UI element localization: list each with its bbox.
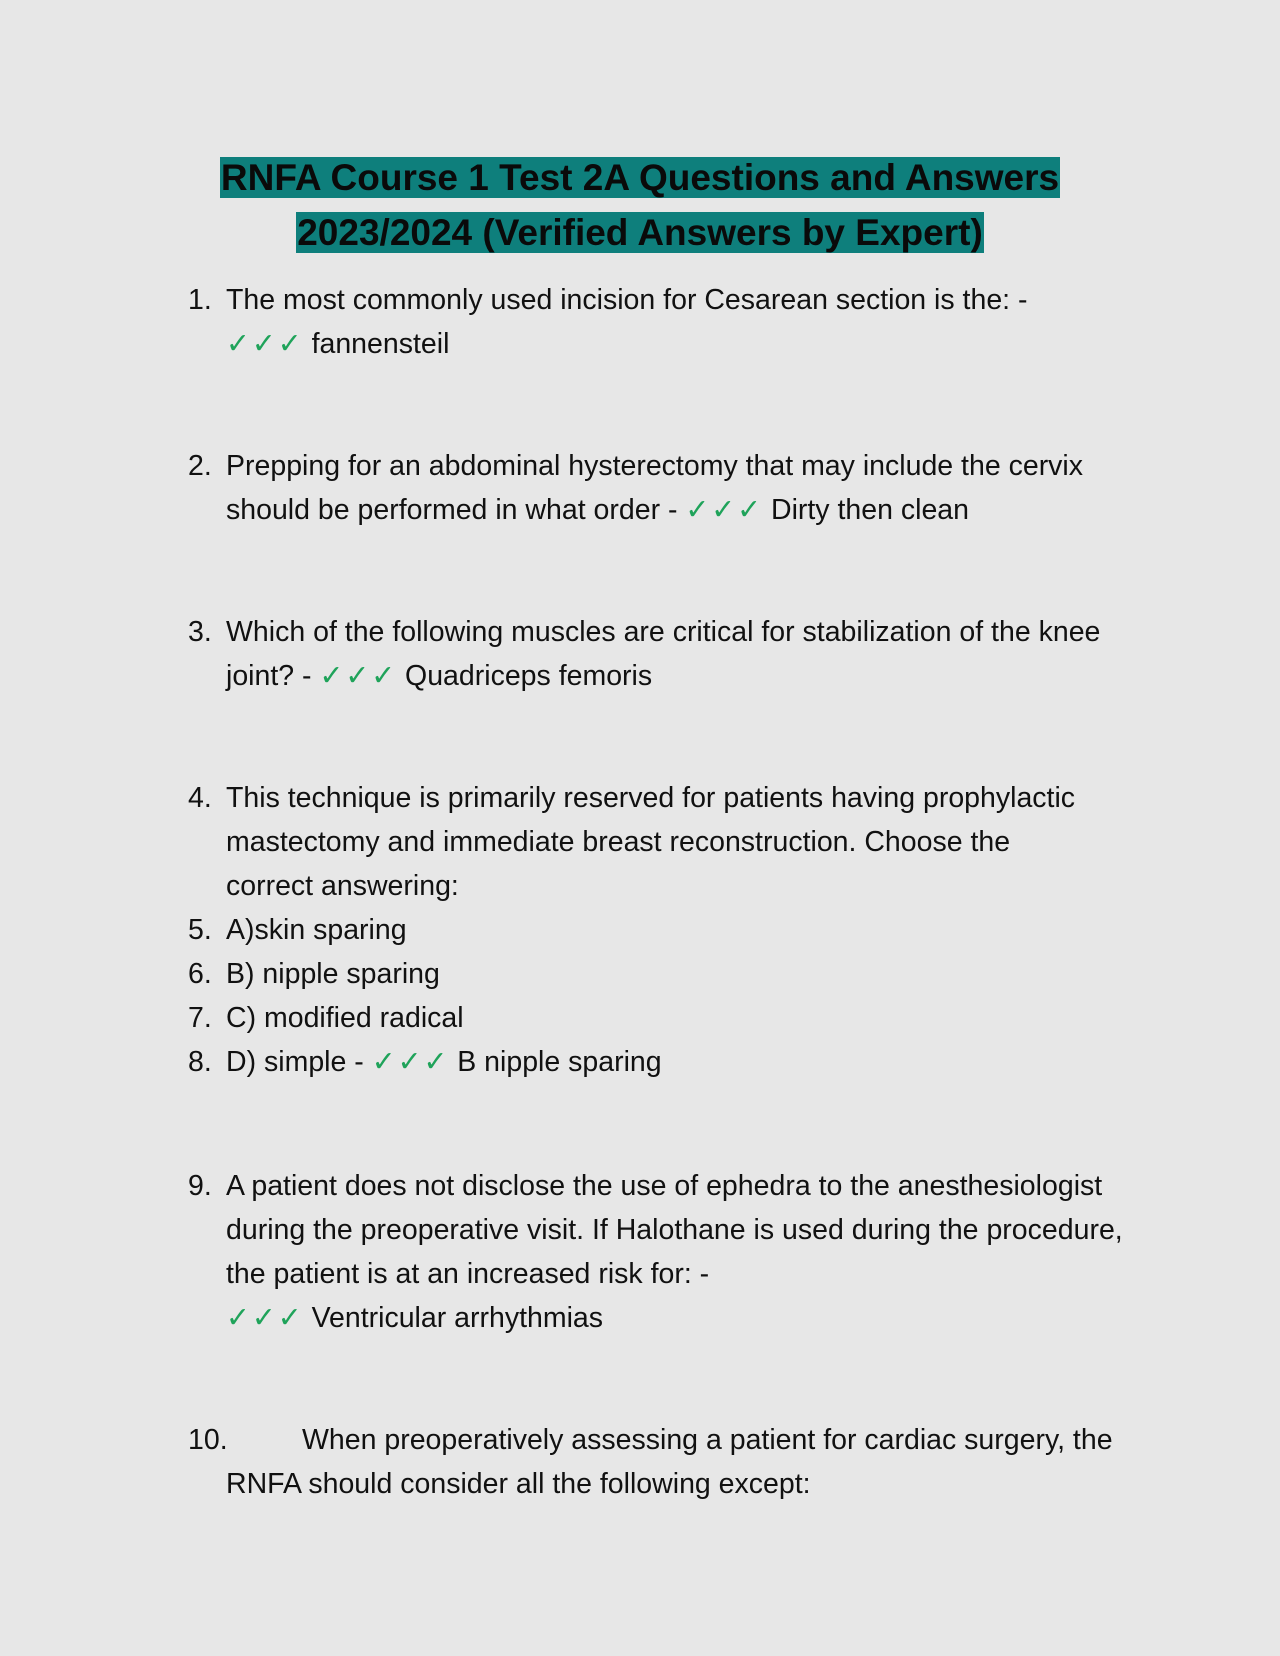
option-text: D) simple -: [226, 1046, 364, 1078]
item-number: 6.: [188, 958, 212, 990]
question-text: Which of the following muscles are critical for stabilization of the knee joint? -: [226, 616, 1101, 692]
item-number: 9.: [188, 1170, 212, 1202]
document-title: [0, 150, 1280, 260]
item-number: 7.: [188, 1002, 212, 1034]
check-icon: ✓✓✓: [371, 1046, 450, 1078]
answer-text: B nipple sparing: [457, 1046, 662, 1078]
item-number: 4.: [188, 782, 212, 814]
option-text: B) nipple sparing: [226, 958, 440, 990]
list-item: [188, 1418, 1128, 1506]
question-text: Prepping for an abdominal hysterectomy that may include the cervix should be performed in what order -: [226, 450, 1084, 526]
check-icon: ✓✓✓: [319, 660, 398, 692]
answer-text: Dirty then clean: [770, 494, 969, 526]
title-line-1: RNFA Course 1 Test 2A Questions and Answers: [220, 157, 1060, 198]
item-number: 1.: [188, 284, 212, 316]
check-icon: ✓✓✓: [685, 494, 764, 526]
answer-text: Ventricular arrhythmias: [311, 1302, 604, 1334]
check-icon: ✓✓✓: [226, 1302, 304, 1334]
question-text: The most commonly used incision for Cesarean section is the: -: [226, 284, 1028, 316]
option-text: C) modified radical: [226, 1002, 464, 1034]
list-item: [188, 996, 1128, 1040]
question-text: A patient does not disclose the use of ephedra to the anesthesiologist during the preoperative visit. If Halothane is used during the procedure, the patient is at an increased risk for: -: [226, 1170, 1123, 1290]
title-line-2: 2023/2024 (Verified Answers by Expert): [297, 212, 983, 253]
list-item: [188, 1164, 1128, 1340]
list-item: [188, 776, 1088, 908]
list-item: [188, 278, 1128, 366]
check-icon: ✓✓✓: [226, 328, 304, 360]
item-number: 2.: [188, 450, 212, 482]
list-item: [188, 908, 1128, 952]
answer-text: fannensteil: [311, 328, 450, 360]
question-text: When preoperatively assessing a patient for cardiac surgery, the RNFA should consider all the following except:: [226, 1424, 1113, 1500]
list-item: [188, 444, 1128, 532]
item-number: 10.: [188, 1424, 228, 1456]
list-item: [188, 1040, 1128, 1084]
answer-text: Quadriceps femoris: [405, 660, 653, 692]
item-number: 3.: [188, 616, 212, 648]
item-number: 5.: [188, 914, 212, 946]
question-text: This technique is primarily reserved for patients having prophylactic mastectomy and immediate breast reconstruction. Choose the correct answering:: [226, 782, 1076, 902]
item-number: 8.: [188, 1046, 212, 1078]
list-item: [188, 610, 1128, 698]
list-item: [188, 952, 1128, 996]
option-text: A)skin sparing: [226, 914, 407, 946]
